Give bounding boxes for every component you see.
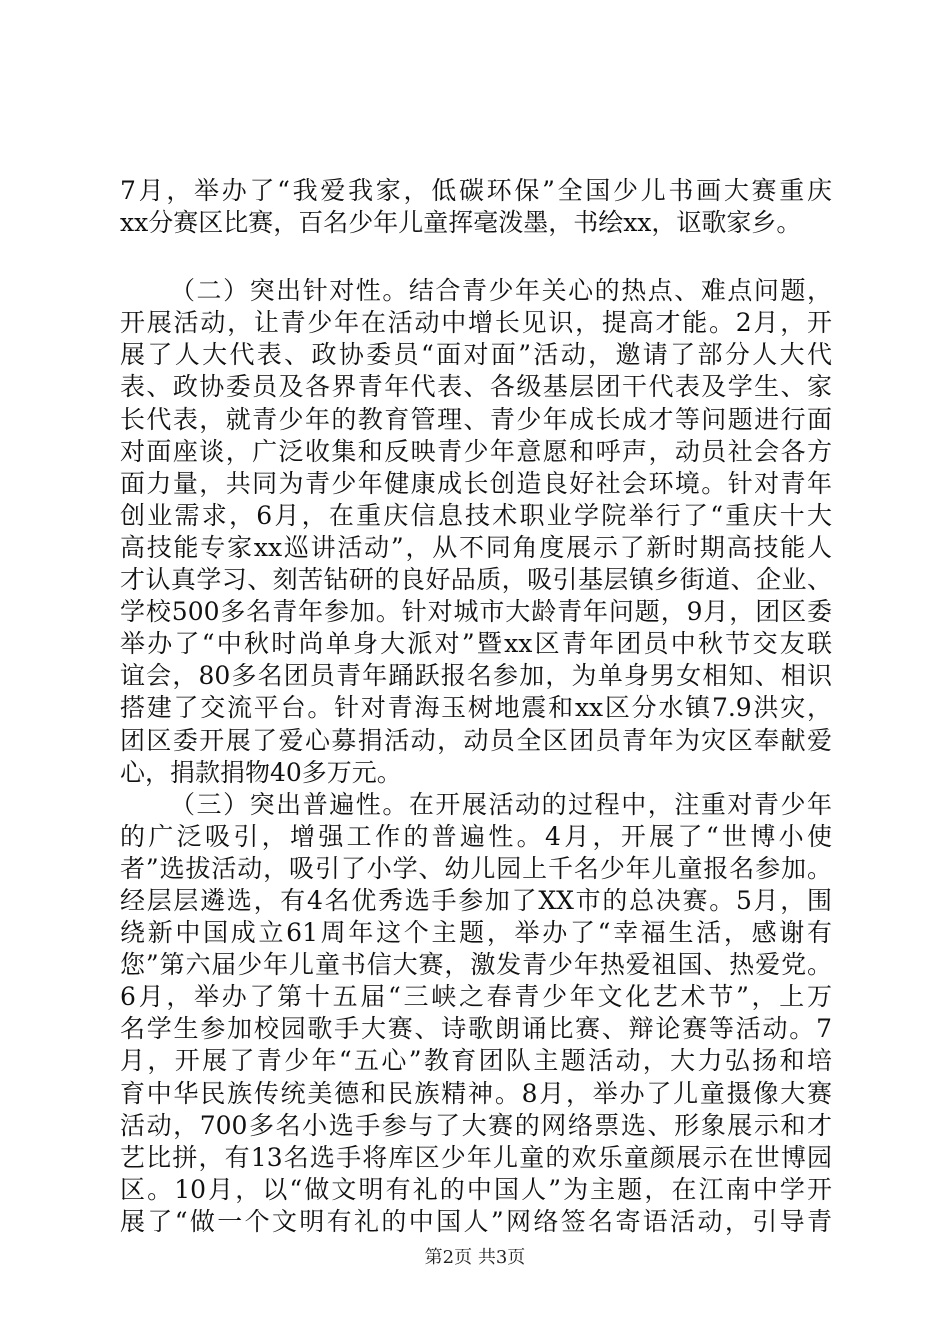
- paragraph-line: 月，开展了青少年“五心”教育团队主题活动，大力弘扬和培: [120, 1046, 832, 1075]
- paragraph-line: 您”第六届少年儿童书信大赛，激发青少年热爱祖国、热爱党。: [120, 950, 832, 979]
- paragraph-line: 活动，700多名小选手参与了大赛的网络票选、形象展示和才: [120, 1111, 832, 1140]
- paragraph-line: 面力量，共同为青少年健康成长创造良好社会环境。针对青年: [120, 469, 832, 498]
- paragraph-line: 育中华民族传统美德和民族精神。8月，举办了儿童摄像大赛: [120, 1079, 832, 1108]
- paragraph-line: xx分赛区比赛，百名少年儿童挥毫泼墨，书绘xx，讴歌家乡。: [120, 208, 802, 237]
- paragraph-line: （三）突出普遍性。在开展活动的过程中，注重对青少年: [170, 790, 832, 819]
- paragraph-line: 开展活动，让青少年在活动中增长见识，提高才能。2月，开: [120, 308, 832, 337]
- paragraph-line: 创业需求，6月，在重庆信息技术职业学院举行了“重庆十大: [120, 501, 832, 530]
- paragraph-line: 艺比拼，有13名选手将库区少年儿童的欢乐童颜展示在世博园: [120, 1143, 832, 1172]
- paragraph-line: 高技能专家xx巡讲活动”，从不同角度展示了新时期高技能人: [120, 533, 832, 562]
- paragraph-line: 的广泛吸引，增强工作的普遍性。4月，开展了“世博小使: [120, 822, 832, 851]
- paragraph-line: 谊会，80多名团员青年踊跃报名参加，为单身男女相知、相识: [120, 661, 832, 690]
- paragraph-line: 表、政协委员及各界青年代表、各级基层团干代表及学生、家: [120, 372, 832, 401]
- paragraph-line: 展了人大代表、政协委员“面对面”活动，邀请了部分人大代: [120, 340, 832, 369]
- paragraph-line: 展了“做一个文明有礼的中国人”网络签名寄语活动，引导青: [120, 1207, 832, 1236]
- page-footer: 第2页 共3页: [424, 1247, 526, 1268]
- paragraph-line: 心，捐款捐物40多万元。: [120, 758, 402, 787]
- paragraph-line: 经层层遴选，有4名优秀选手参加了XX市的总决赛。5月，围: [120, 886, 832, 915]
- paragraph-line: 长代表，就青少年的教育管理、青少年成长成才等问题进行面: [120, 405, 832, 434]
- paragraph-line: （二）突出针对性。结合青少年关心的热点、难点问题，: [170, 276, 832, 305]
- paragraph-line: 对面座谈，广泛收集和反映青少年意愿和呼声，动员社会各方: [120, 437, 832, 466]
- paragraph-line: 学校500多名青年参加。针对城市大龄青年问题，9月，团区委: [120, 597, 832, 626]
- paragraph-line: 搭建了交流平台。针对青海玉树地震和xx区分水镇7.9洪灾，: [120, 693, 832, 722]
- paragraph-line: 者”选拔活动，吸引了小学、幼儿园上千名少年儿童报名参加。: [120, 854, 832, 883]
- paragraph-line: 名学生参加校园歌手大赛、诗歌朗诵比赛、辩论赛等活动。7: [120, 1014, 832, 1043]
- paragraph-line: 举办了“中秋时尚单身大派对”暨xx区青年团员中秋节交友联: [120, 629, 832, 658]
- paragraph-line: 绕新中国成立61周年这个主题，举办了“幸福生活，感谢有: [120, 918, 832, 947]
- paragraph-line: 区。10月，以“做文明有礼的中国人”为主题，在江南中学开: [120, 1175, 832, 1204]
- paragraph-line: 才认真学习、刻苦钻研的良好品质，吸引基层镇乡街道、企业、: [120, 565, 832, 594]
- paragraph-line: 团区委开展了爱心募捐活动，动员全区团员青年为灾区奉献爱: [120, 726, 832, 755]
- paragraph-line: 6月，举办了第十五届“三峡之春青少年文化艺术节”，上万: [120, 982, 832, 1011]
- paragraph-line: 7月，举办了“我爱我家，低碳环保”全国少儿书画大赛重庆: [120, 176, 832, 205]
